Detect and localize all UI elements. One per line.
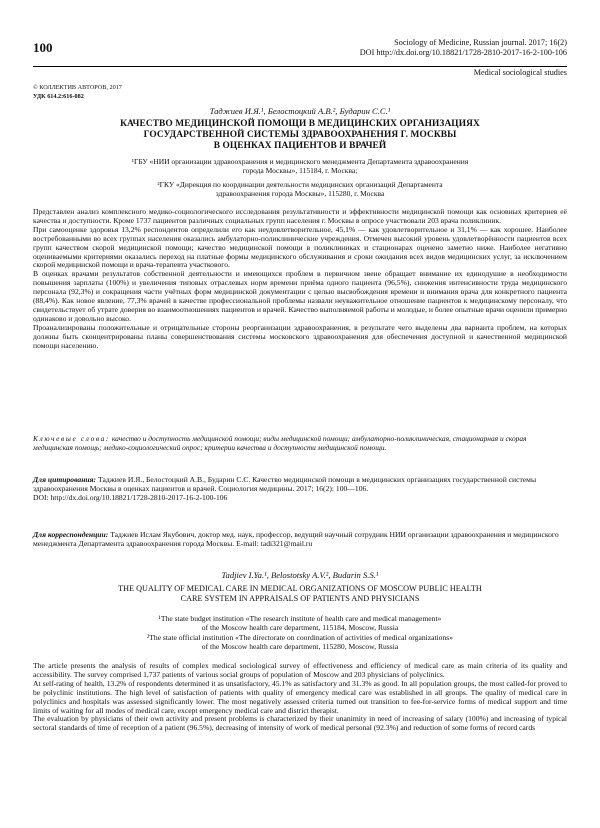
- citation-label: Для цитирования:: [33, 475, 97, 484]
- abstract-paragraph: Проанализированы положительные и отрицательные стороны реорганизации здравоохранения, в результате чего выделены два варианта проблем, на которых должны быть сконцентрированы планы совершенствования системы московского здравоохранения для обеспечения доступной и качественной медицинской помощи населению.: [33, 322, 567, 350]
- citation-text: Таджиев И.Я., Белостоцкий А.В., Бударин С.С. Качество медицинской помощи в медицинских организациях государственной системы здравоохранения Москвы в оценках пациентов и врачей. Социология медицины. 2017; 16(2): 100—106.: [33, 475, 537, 493]
- title-en-line: CARE SYSTEM IN APPRAISALS OF PATIENTS AND PHYSICIANS: [180, 594, 420, 603]
- journal-info: [360, 38, 567, 58]
- affiliation-en-1: [33, 614, 567, 632]
- title-ru: [33, 119, 567, 152]
- title-en-line: THE QUALITY OF MEDICAL CARE IN MEDICAL ORGANIZATIONS OF MOSCOW PUBLIC HEALTH: [118, 584, 482, 593]
- abstract-paragraph: The evaluation by physicians of their own activity and present problems is characterized by their unanimity in need of increasing of salary (100%) and increasing of typical sectoral standards of time of reception of a patient (96.5%), decreasing of intensity of work of medical personal (92.3%) and reduction of some forms of record cards: [33, 714, 567, 733]
- title-ru-line: В ОЦЕНКАХ ПАЦИЕНТОВ И ВРАЧЕЙ: [213, 141, 387, 151]
- abstract-paragraph: The article presents the analysis of results of complex medical sociological survey of effectiveness and efficiency of medical care as main criteria of its quality and accessibility. The survey comprised 1,737 patients of various social groups of population of Moscow and 203 physicians of polyclinics.: [33, 661, 567, 679]
- title-ru-line: ГОСУДАРСТВЕННОЙ СИСТЕМЫ ЗДРАВООХРАНЕНИЯ Г. МОСКВЫ: [143, 130, 457, 140]
- affiliation-line: ¹ГБУ «НИИ организации здравоохранения и медицинского менеджмента Департамента здравоохранения: [131, 157, 469, 166]
- page-number: 100: [33, 40, 53, 55]
- page-header: [33, 0, 567, 57]
- journal-line: Sociology of Medicine, Russian journal. 2017; 16(2): [394, 38, 567, 47]
- affiliation-line: ²ГКУ «Дирекция по координации деятельности медицинских организаций Департамента: [157, 180, 443, 189]
- abstract-paragraph: В оценках врачами результатов собственной деятельности и имеющихся проблем в первичном звене обращает внимание их единодушие в необходимости повышения зарплаты (100%) и увеличения типовых отраслевых норм времени приёма одного пациента (96,5%), снижения интенсивности труда медицинского персонала (92,3%) и сокращения части учётных форм медицинской документации с целью высвобождения времени и внимания врача для конкретного пациента (88,4%). Как новое явление, 77,3% врачей в качестве профессиональной проблемы назвали неуважительное отношение пациентов к медицинскому персоналу, что свидетельствует об утрате доверия во взаимоотношениях пациентов и врачей. Качество выполняемой работы и молодые, и более опытные врачи оценили примерно одинаково и довольно высоко.: [33, 269, 567, 323]
- affiliation-ru-1: [33, 157, 567, 175]
- correspondence-label: Для корреспонденции:: [33, 530, 109, 539]
- abstract-paragraph: При самооценке здоровья 13,2% респондентов определили его как неудовлетворительное, 45,1% — как удовлетворительное и 31,1% — как хорошее. Наиболее востребованными во всех группах населения оказались амбулаторно-поликлинические учреждения. Отмечен высокий уровень удовлетворённости пациентов всех групп качеством скорой медицинской помощи; качество медицинской помощи в поликлиниках и стационарах оценено заметно ниже. Наиболее негативно оцениваемыми критериями оказались переход на платные формы медицинского обслуживания и сроки ожидания всех видов медицинских услуг, за исключением скорой медицинской помощи и врача-терапевта участкового.: [33, 224, 567, 270]
- udk-code: УДК 614.2:616-082: [33, 93, 84, 100]
- affiliation-line: здравоохранения города Москвы», 115280, г. Москва: [215, 189, 385, 198]
- affiliation-line: города Москвы», 115184, г. Москва;: [242, 166, 358, 175]
- authors-ru: Таджиев И.Я.¹, Белостоцкий А.В.², Бударин С.С.¹: [209, 106, 391, 116]
- title-en: [33, 584, 567, 604]
- affiliation-line: ¹The state budget institution «The research institute of health care and medical management»: [158, 614, 442, 623]
- correspondence: [33, 530, 567, 548]
- keywords-label: Ключевые слова:: [33, 434, 110, 443]
- copyright: © КОЛЛЕКТИВ АВТОРОВ, 2017: [33, 84, 122, 91]
- abstract-paragraph: Представлен анализ комплексного медико-социологического исследования результативности и эффективности медицинской помощи как основных критериев её качества и доступности. Кроме 1737 пациентов различных социальных групп населения г. Москвы в опросе участвовали 203 врача поликлиник.: [33, 207, 567, 225]
- citation-doi: DOI: http://dx.doi.org/10.18821/1728-2810-2017-16-2-100-106: [33, 493, 228, 502]
- keywords-ru: [33, 434, 567, 452]
- abstract-en: [33, 662, 567, 733]
- affiliation-en-2: [33, 633, 567, 651]
- section-name: Medical sociological studies: [473, 68, 567, 77]
- affiliation-ru-2: [33, 180, 567, 198]
- affiliation-line: of the Moscow health care department, 115184, Moscow, Russia: [201, 623, 399, 632]
- authors-en: Tadjiev I.Ya.¹, Belostotsky A.V.², Budarin S.S.¹: [221, 570, 379, 580]
- affiliation-line: ²The state official institution «The directorate on coordination of activities of medical organizations»: [146, 633, 454, 642]
- affiliation-line: of the Moscow health care department, 115280, Moscow, Russia: [201, 642, 399, 651]
- keywords-text: качество и доступность медицинской помощи; виды медицинской помощи; амбулаторно-поликлиническая, стационарная и скорая медицинская помощь; медико-социологический опрос; критерии качества и доступности медицинской помощи.: [33, 434, 527, 452]
- doi-line: DOI http://dx.doi.org/10.18821/1728-2810-2017-16-2-100-106: [359, 48, 567, 57]
- journal-page: [33, 0, 567, 733]
- header-divider: [33, 66, 567, 67]
- correspondence-text: Таджиев Ислам Якубович, доктор мед. наук, профессор, ведущий научный сотрудник НИИ организации здравоохранения и медицинского менеджмента Департамента здравоохранения города Москвы. E-mail: tadi321@mail.ru: [33, 530, 559, 548]
- title-ru-line: КАЧЕСТВО МЕДИЦИНСКОЙ ПОМОЩИ В МЕДИЦИНСКИХ ОРГАНИЗАЦИЯХ: [120, 119, 480, 129]
- abstract-paragraph: At self-rating of health, 13.2% of respondents determined it as unsatisfactory, 45.1% as satisfactory and 31.3% as good. In all population groups, the most called-for proved to be polyclinic institutions. The high level of satisfaction of patients with quality of emergency medical care was established in all groups. The quality of medical care in polyclinics and hospitals was assessed significantly lower. The most negatively assessed criteria turned out transition to fee-for-service forms of medical support and time limits of waiting for all modes of medical care, except emergency medical care and district therapist.: [33, 678, 567, 715]
- citation: [33, 475, 567, 502]
- abstract-ru: [33, 208, 567, 351]
